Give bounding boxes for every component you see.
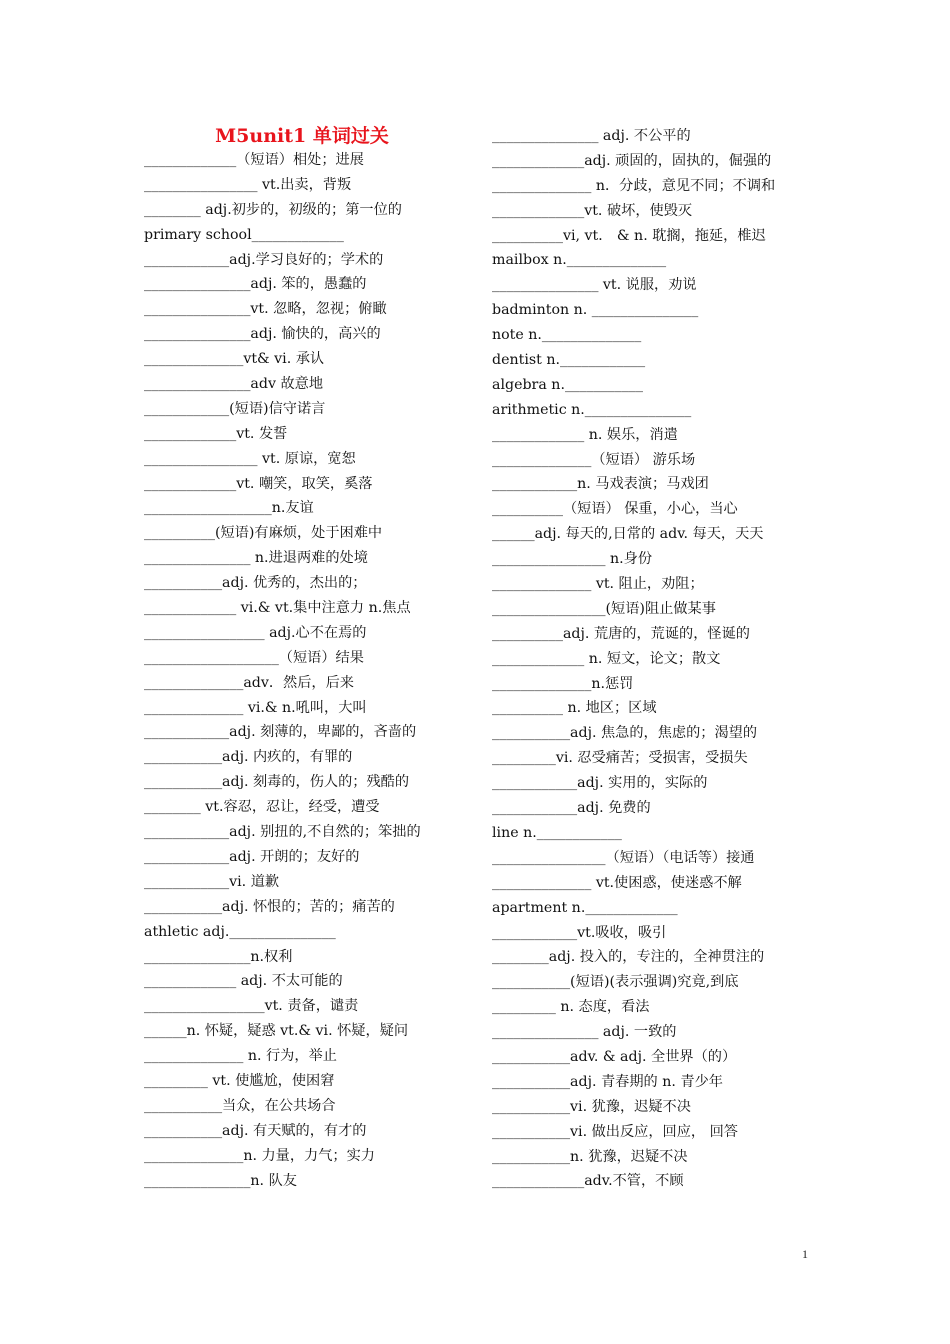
vocabulary-line: ______________n. 力量，力气；实力 bbox=[144, 1147, 375, 1164]
vocabulary-line: _______________adv 故意地 bbox=[144, 376, 324, 393]
vocabulary-line: ___________vi. 做出反应，回应， 回答 bbox=[492, 1123, 738, 1140]
vocabulary-line: ___________当众，在公共场合 bbox=[144, 1097, 336, 1114]
vocabulary-line: _____________ n. 娱乐，消遣 bbox=[492, 426, 678, 443]
vocabulary-line: ___________adj. 优秀的，杰出的； bbox=[144, 575, 367, 592]
vocabulary-line: __________________n.友谊 bbox=[144, 500, 314, 517]
right-vocabulary-list bbox=[492, 124, 822, 1194]
vocabulary-line: __________adj. 荒唐的，荒诞的，怪诞的 bbox=[492, 625, 750, 642]
vocabulary-line: _______________ adj. 不公平的 bbox=[492, 128, 691, 144]
vocabulary-line: _____________（短语）相处；进展 bbox=[144, 152, 364, 168]
vocabulary-line: ______________ n. 行为，举止 bbox=[144, 1048, 337, 1065]
vocabulary-line: __________ n. 地区；区域 bbox=[492, 700, 657, 717]
vocabulary-line: line n.____________ bbox=[492, 824, 622, 841]
vocabulary-line: apartment n._____________ bbox=[492, 899, 678, 916]
vocabulary-line: ____________adj. 刻薄的，卑鄙的，吝啬的 bbox=[144, 724, 417, 741]
vocabulary-line: ___________adj. 内疚的，有罪的 bbox=[144, 749, 353, 766]
vocabulary-line: ___________vi. 犹豫，迟疑不决 bbox=[492, 1098, 691, 1115]
right-column bbox=[492, 124, 822, 1194]
vocabulary-line: ____________n. 马戏表演；马戏团 bbox=[492, 476, 709, 493]
left-vocabulary-list bbox=[144, 148, 474, 1193]
vocabulary-line: __________(短语)有麻烦，处于困难中 bbox=[144, 525, 383, 542]
vocabulary-line: ____________adj. 免费的 bbox=[492, 800, 651, 817]
vocabulary-line: ______________adv．然后，后来 bbox=[144, 674, 354, 691]
vocabulary-line: ______________ n．分歧，意见不同；不调和 bbox=[492, 177, 776, 194]
vocabulary-line: _________vi. 忍受痛苦；受损害，受损失 bbox=[492, 750, 748, 767]
vocabulary-line: athletic adj._______________ bbox=[144, 923, 336, 940]
vocabulary-line: _______________adj. 愉快的，高兴的 bbox=[144, 326, 381, 343]
vocabulary-line: _____________ n. 短文，论文；散文 bbox=[492, 650, 721, 667]
vocabulary-line: __________（短语） 保重，小心，当心 bbox=[492, 501, 738, 518]
vocabulary-line: ________________ n.身份 bbox=[492, 551, 653, 568]
vocabulary-line: ____________(短语)信守诺言 bbox=[144, 400, 326, 417]
vocabulary-line: _____________vt. 嘲笑，取笑，奚落 bbox=[144, 475, 373, 492]
vocabulary-line: _______________n.权利 bbox=[144, 948, 293, 965]
vocabulary-line: ______________ vt. 阻止，劝阻； bbox=[492, 576, 704, 593]
vocabulary-line: _____________vt. 破坏，使毁灭 bbox=[492, 202, 693, 219]
vocabulary-line: ______________ vi.& n.吼叫，大叫 bbox=[144, 699, 367, 716]
vocabulary-line: algebra n.___________ bbox=[492, 376, 643, 393]
left-column bbox=[144, 124, 474, 1193]
page-number: 1 bbox=[802, 1247, 808, 1261]
vocabulary-line: _______________adj. 笨的，愚蠢的 bbox=[144, 276, 367, 293]
vocabulary-line: ____________adj. 别扭的,不自然的；笨拙的 bbox=[144, 824, 421, 841]
vocabulary-line: dentist n.____________ bbox=[492, 352, 646, 369]
vocabulary-line: _________ n. 态度，看法 bbox=[492, 999, 650, 1016]
vocabulary-line: ____________adj.学习良好的；学术的 bbox=[144, 251, 384, 268]
vocabulary-line: arithmetic n._______________ bbox=[492, 401, 692, 418]
vocabulary-line: _______________n. 队友 bbox=[144, 1172, 297, 1189]
vocabulary-line: ______________vt& vi. 承认 bbox=[144, 351, 325, 368]
vocabulary-line: _________________ adj.心不在焉的 bbox=[144, 624, 367, 641]
vocabulary-line: _________________vt. 责备，谴责 bbox=[144, 998, 359, 1015]
vocabulary-line: ________________ vt.出卖，背叛 bbox=[144, 176, 352, 193]
vocabulary-line: _____________ adj. 不太可能的 bbox=[144, 973, 343, 990]
vocabulary-line: ___________________（短语）结果 bbox=[144, 649, 364, 666]
vocabulary-line: ____________vt.吸收，吸引 bbox=[492, 924, 667, 941]
vocabulary-line: ______________n.惩罚 bbox=[492, 675, 634, 692]
vocabulary-line: ________________ vt. 原谅，宽恕 bbox=[144, 450, 356, 467]
vocabulary-line: ___________adj. 刻毒的，伤人的；残酷的 bbox=[144, 774, 410, 791]
vocabulary-line: ____________adj. 开朗的；友好的 bbox=[144, 848, 360, 865]
vocabulary-line: ___________adj. 怀恨的；苦的；痛苦的 bbox=[144, 898, 395, 915]
vocabulary-line: ___________adv. & adj. 全世界（的） bbox=[492, 1048, 737, 1065]
vocabulary-line: ___________adj. 青春期的 n. 青少年 bbox=[492, 1073, 723, 1090]
vocabulary-line: _______________ vt. 说服，劝说 bbox=[492, 277, 697, 294]
vocabulary-line: _______________ adj. 一致的 bbox=[492, 1024, 677, 1041]
vocabulary-line: ____________vi. 道歉 bbox=[144, 873, 280, 890]
vocabulary-line: ______________ vt.使困惑，使迷惑不解 bbox=[492, 874, 742, 891]
vocabulary-line: badminton n. _______________ bbox=[492, 302, 699, 319]
vocabulary-line: _____________ vi.& vt.集中注意力 n.焦点 bbox=[144, 600, 411, 617]
vocabulary-line: primary school_____________ bbox=[144, 226, 344, 243]
vocabulary-line: _____________adj. 顽固的，固执的，倔强的 bbox=[492, 152, 772, 169]
page-title: M5unit1 单词过关 bbox=[215, 125, 389, 147]
vocabulary-line: note n.______________ bbox=[492, 327, 642, 344]
vocabulary-line: _______________ n.进退两难的处境 bbox=[144, 550, 368, 567]
vocabulary-line: ________adj. 投入的，专注的，全神贯注的 bbox=[492, 949, 765, 966]
vocabulary-line: ______n. 怀疑，疑惑 vt.& vi. 怀疑，疑问 bbox=[144, 1023, 409, 1040]
vocabulary-line: _________ vt. 使尴尬，使困窘 bbox=[144, 1072, 335, 1089]
vocabulary-line: ________________(短语)阻止做某事 bbox=[492, 600, 716, 617]
vocabulary-line: ___________n. 犹豫，迟疑不决 bbox=[492, 1148, 688, 1165]
vocabulary-line: ___________adj. 有天赋的，有才的 bbox=[144, 1122, 367, 1139]
vocabulary-line: __________vi, vt． & n. 耽搁，拖延，椎迟 bbox=[492, 227, 766, 244]
vocabulary-line: ____________adj. 实用的，实际的 bbox=[492, 775, 708, 792]
vocabulary-line: _______________vt. 忽略，忽视；俯瞰 bbox=[144, 301, 387, 318]
vocabulary-line: ___________(短语)(表示强调)究竟,到底 bbox=[492, 974, 739, 991]
vocabulary-line: ______adj. 每天的,日常的 adv. 每天，天天 bbox=[492, 526, 764, 543]
vocabulary-line: mailbox n.______________ bbox=[492, 252, 667, 269]
vocabulary-line: ________ adj.初步的，初级的；第一位的 bbox=[144, 201, 402, 218]
vocabulary-line: ________________（短语）（电话等）接通 bbox=[492, 849, 755, 866]
vocabulary-line: _____________vt. 发誓 bbox=[144, 425, 288, 442]
vocabulary-line: ________ vt.容忍，忍让，经受，遭受 bbox=[144, 799, 380, 816]
vocabulary-line: ______________（短语） 游乐场 bbox=[492, 451, 696, 468]
vocabulary-line: _____________adv.不管，不顾 bbox=[492, 1173, 684, 1190]
vocabulary-line: ___________adj. 焦急的，焦虑的；渴望的 bbox=[492, 725, 758, 742]
